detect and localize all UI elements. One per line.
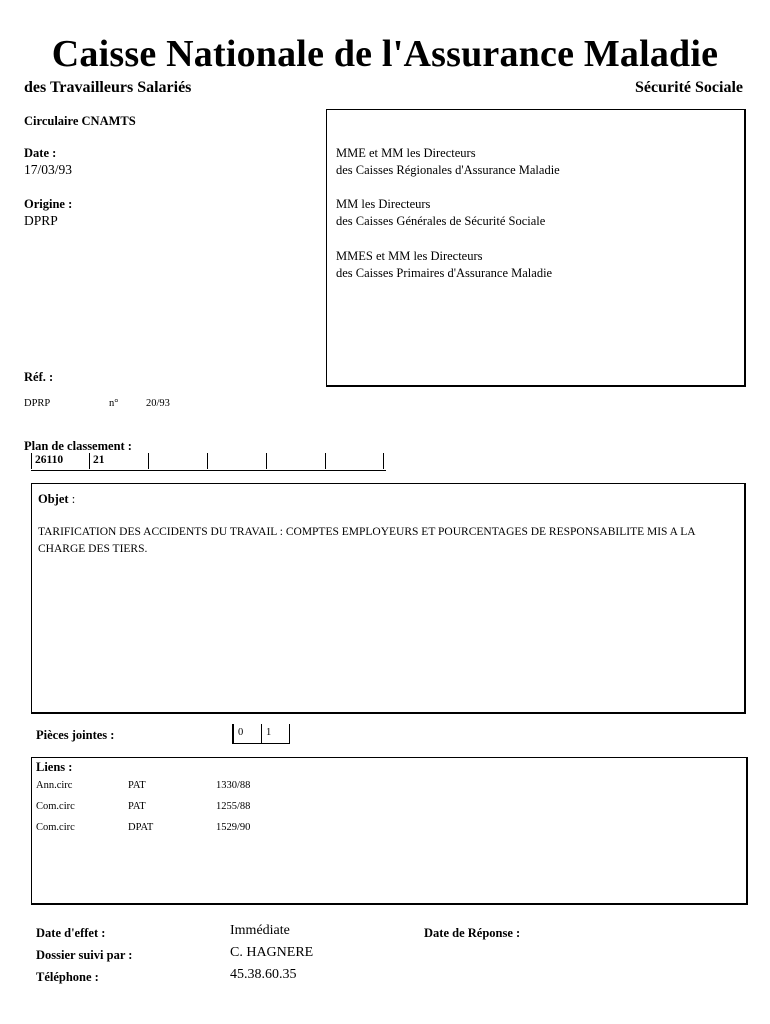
recipient-3-line2: des Caisses Primaires d'Assurance Maladie bbox=[336, 266, 553, 280]
liens-row-2-number: 1255/88 bbox=[216, 801, 251, 812]
objet-heading bbox=[38, 492, 75, 507]
recipient-1-line1: MME et MM les Directeurs bbox=[336, 146, 476, 160]
document-title: Caisse Nationale de l'Assurance Maladie bbox=[51, 33, 719, 75]
liens-row-1-type: Ann.circ bbox=[36, 780, 73, 791]
date-reponse-label: Date de Réponse : bbox=[424, 926, 521, 940]
objet-label: Objet bbox=[38, 492, 69, 506]
telephone-value: 45.38.60.35 bbox=[230, 967, 297, 982]
liens-row-3-type: Com.circ bbox=[36, 822, 75, 833]
liens-row-1-code: PAT bbox=[128, 780, 146, 791]
plan-cell-5 bbox=[266, 453, 325, 469]
recipient-1 bbox=[336, 145, 560, 179]
pieces-label: Pièces jointes : bbox=[36, 728, 115, 742]
liens-row-2-code: PAT bbox=[128, 801, 146, 812]
pieces-divider bbox=[261, 724, 262, 743]
plan-cells bbox=[31, 453, 386, 471]
liens-row-1-number: 1330/88 bbox=[216, 780, 251, 791]
date-label: Date : bbox=[24, 146, 57, 160]
recipient-2-line1: MM les Directeurs bbox=[336, 197, 431, 211]
origine-label: Origine : bbox=[24, 197, 73, 211]
recipient-3 bbox=[336, 248, 552, 282]
liens-row-3-code: DPAT bbox=[128, 822, 154, 833]
recipient-3-line1: MMES et MM les Directeurs bbox=[336, 249, 483, 263]
plan-cell-4 bbox=[207, 453, 266, 469]
objet-box bbox=[31, 483, 746, 714]
pieces-digit-2: 1 bbox=[266, 727, 272, 738]
pieces-cells bbox=[232, 724, 290, 744]
plan-cell-6 bbox=[325, 453, 384, 469]
recipient-2 bbox=[336, 196, 545, 230]
objet-colon: : bbox=[71, 492, 76, 506]
liens-row-2-type: Com.circ bbox=[36, 801, 75, 812]
plan-label: Plan de classement : bbox=[24, 439, 132, 453]
plan-cell-1: 26110 bbox=[31, 453, 89, 469]
recipient-2-line2: des Caisses Générales de Sécurité Sociale bbox=[336, 214, 546, 228]
liens-label: Liens : bbox=[36, 760, 73, 774]
ref-service: DPRP bbox=[24, 398, 51, 409]
telephone-label: Téléphone : bbox=[36, 970, 99, 984]
date-value: 17/03/93 bbox=[24, 162, 73, 177]
ref-label: Réf. : bbox=[24, 370, 54, 384]
pieces-digit-1: 0 bbox=[238, 727, 244, 738]
ref-n-label: n° bbox=[109, 398, 119, 409]
objet-text: TARIFICATION DES ACCIDENTS DU TRAVAIL : COMPTES EMPLOYEURS ET POURCENTAGES DE RESPONSABILITE MIS A LA CHARGE DES TIERS. bbox=[38, 526, 695, 555]
dossier-label: Dossier suivi par : bbox=[36, 948, 133, 962]
plan-cell-3 bbox=[148, 453, 207, 469]
liens-box bbox=[31, 757, 748, 905]
recipients-box bbox=[326, 109, 746, 387]
liens-row-3-number: 1529/90 bbox=[216, 822, 251, 833]
subtitle-left: des Travailleurs Salariés bbox=[24, 79, 192, 96]
circulaire-label: Circulaire CNAMTS bbox=[24, 114, 136, 128]
date-effet-label: Date d'effet : bbox=[36, 926, 106, 940]
date-effet-value: Immédiate bbox=[230, 923, 290, 938]
ref-number: 20/93 bbox=[146, 398, 170, 409]
dossier-value: C. HAGNERE bbox=[230, 945, 314, 960]
plan-cell-2: 21 bbox=[89, 453, 148, 469]
origine-value: DPRP bbox=[24, 213, 58, 228]
subtitle-right: Sécurité Sociale bbox=[635, 79, 743, 96]
recipient-1-line2: des Caisses Régionales d'Assurance Maladie bbox=[336, 163, 560, 177]
